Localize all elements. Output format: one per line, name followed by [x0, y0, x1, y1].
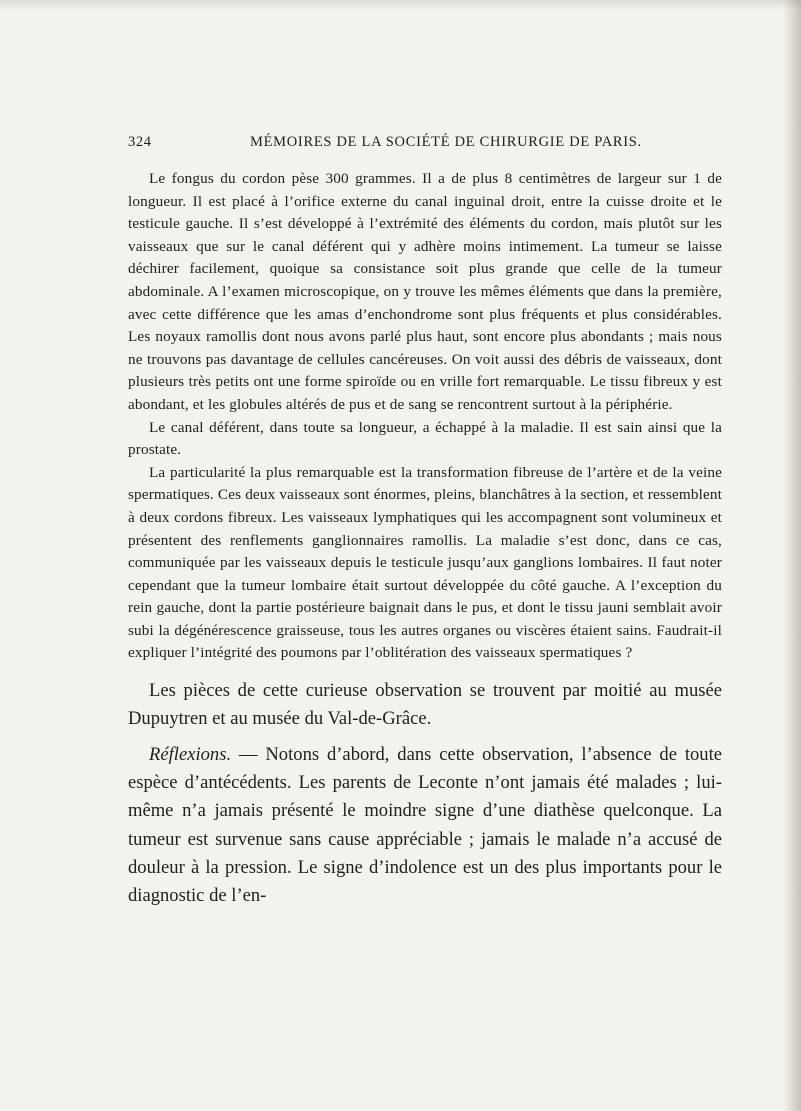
page-number: 324 [128, 134, 152, 150]
reflexions-heading: Réflexions. [149, 743, 232, 765]
page-header [128, 134, 728, 154]
paragraph-fongus-description: Le fongus du cordon pèse 300 grammes. Il a de plus 8 centimètres de largeur sur 1 de longueur. Il est placé à l’orifice externe du canal inguinal droit, entre la cuisse droite et le testicule gauche. Il s’est développé à l’extrémité des éléments du cordon, mais plutôt sur les vaisseaux que sur le canal déférent qui y adhère moins intimement. La tumeur se laisse déchirer facilement, quoique sa consistance soit plus grande que celle de la tumeur abdominale. A l’examen microscopique, on y trouve les mêmes éléments que dans la première, avec cette différence que les amas d’enchondrome sont plus fréquents et plus considérables. Les noyaux ramollis dont nous avons parlé plus haut, sont encore plus abondants ; mais nous ne trouvons pas davantage de cellules cancéreuses. On voit aussi des débris de vaisseaux, dont plusieurs très petits ont une forme spiroïde ou en vrille fort remarquable. Le tissu fibreux y est abondant, et les globules altérés de pus et de sang se rencontrent surtout à la périphérie. [128, 170, 722, 413]
paragraph-particularite: La particularité la plus remarquable est la transformation fibreuse de l’artère et de la veine spermatiques. Ces deux vaisseaux sont énormes, pleins, blanchâtres à la section, et ressemblent à deux cordons fibreux. Les vaisseaux lymphatiques qui les accompagnent sont volumineux et présentent des renflements ganglionnaires ramollis. La maladie s’est donc, dans ce cas, communiquée par les vaisseaux depuis le testicule jusqu’aux ganglions lombaires. Il faut noter cependant que la tumeur lombaire était surtout développée du côté gauche. A l’exception du rein gauche, dont la partie postérieure baignait dans le pus, et dont le tissu jauni semblait avoir subi la dégénérescence graisseuse, tous les autres organes ou viscères étaient sains. Faudrait-il expliquer l’intégrité des poumons par l’oblitération des vaisseaux spermatiques ? [128, 463, 722, 662]
reflexions-text: — Notons d’abord, dans cette observation, l’absence de toute espèce d’antécédents. Les parents de Leconte n’ont jamais été malades ; lui-même n’a jamais présenté le moindre signe d’une diathèse quelconque. La tumeur est survenue sans cause appréciable ; jamais le malade n’a accusé de douleur à la pression. Le signe d’indolence est un des plus importants pour le diagnostic de l’en- [128, 743, 722, 907]
page-top-shadow [0, 0, 801, 10]
page-body [128, 168, 722, 910]
paragraph-pieces-musee: Les pièces de cette curieuse observation se trouvent par moitié au musée Dupuytren et au musée du Val-de-Grâce. [128, 680, 722, 730]
page-edge-shadow [783, 0, 801, 1111]
paragraph-canal-deferent: Le canal déférent, dans toute sa longueur, a échappé à la maladie. Il est sain ainsi que la prostate. [128, 418, 722, 459]
paragraph-reflexions [128, 741, 722, 911]
running-title: MÉMOIRES DE LA SOCIÉTÉ DE CHIRURGIE DE PARIS. [250, 134, 642, 150]
